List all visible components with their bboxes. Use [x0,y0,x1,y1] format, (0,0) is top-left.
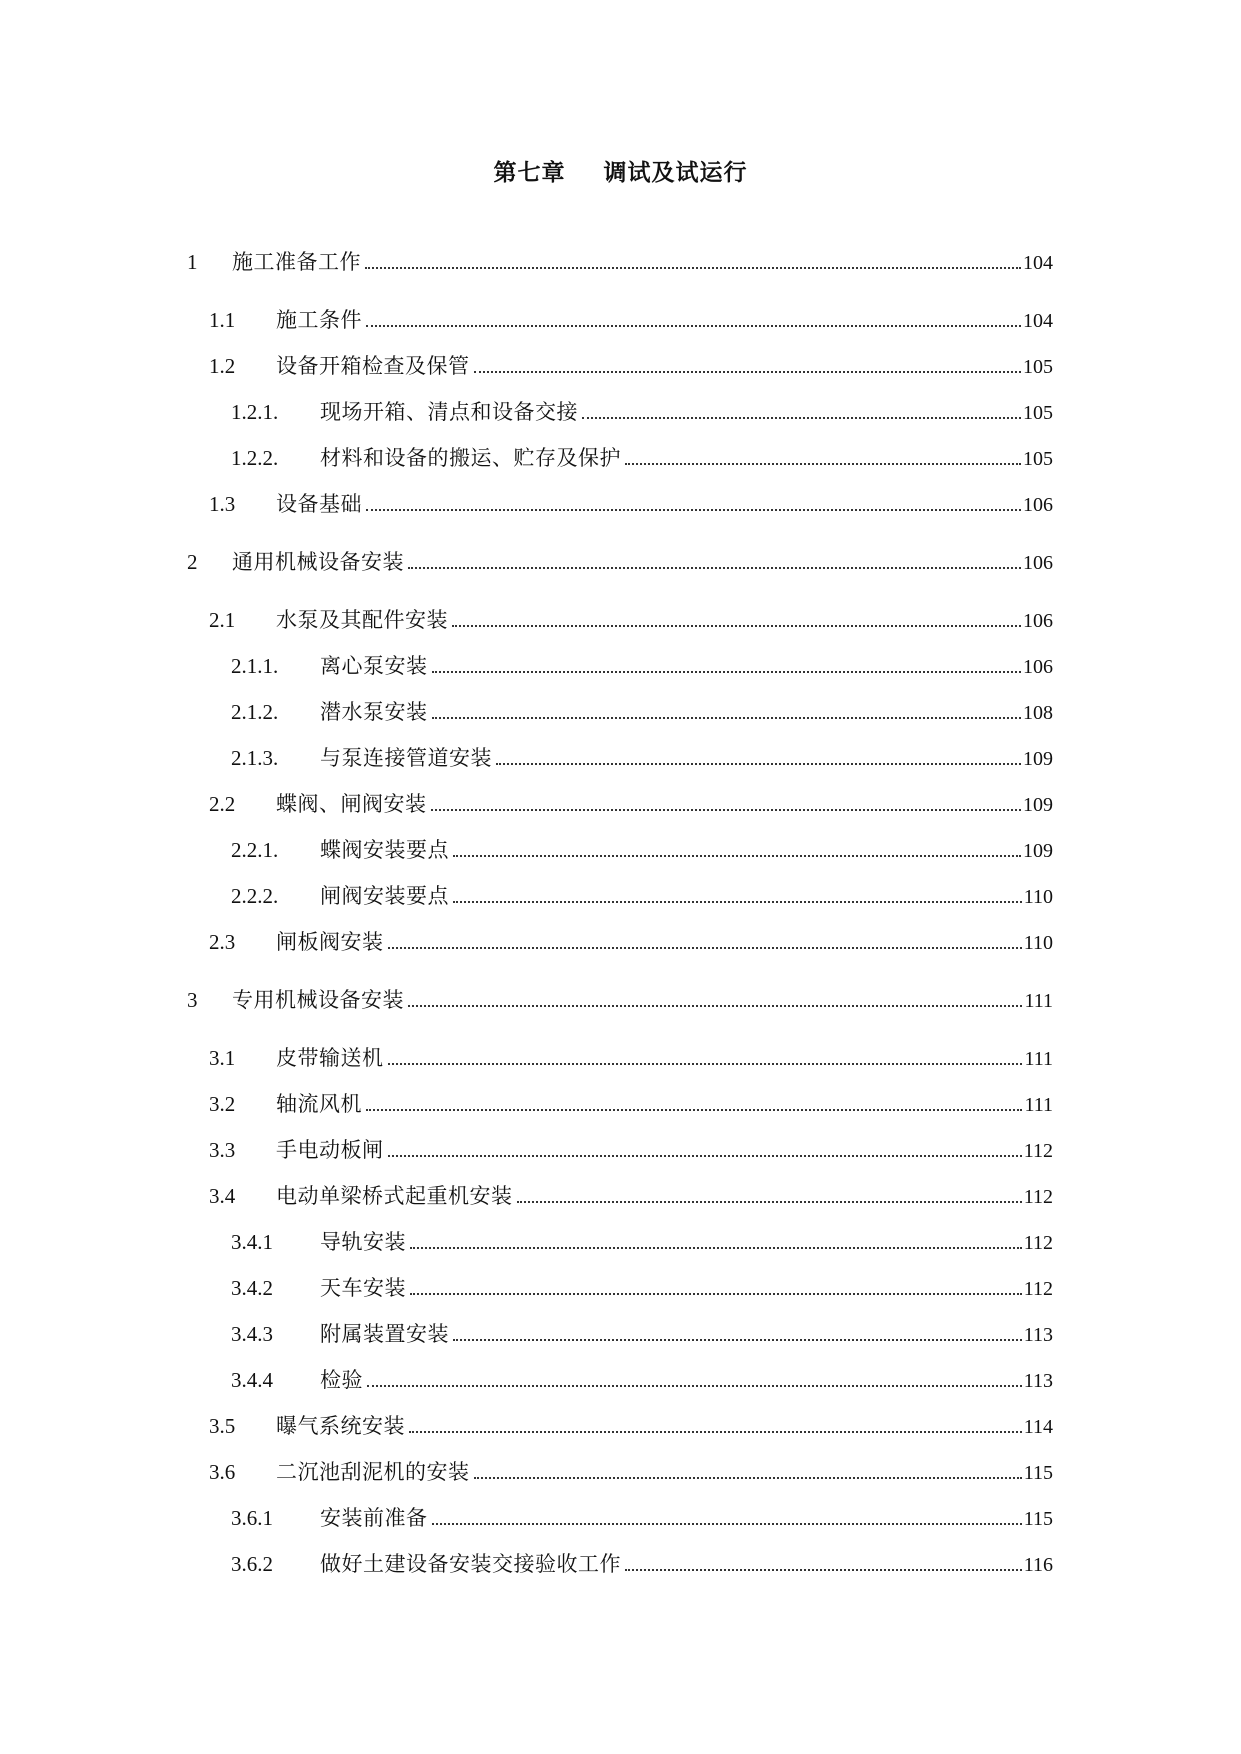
toc-page-number: 111 [1024,1094,1053,1116]
toc-number: 3.4.1 [231,1230,273,1254]
dot-leader [432,1523,1022,1525]
toc-page-number: 105 [1023,356,1053,378]
toc-title: 材料和设备的搬运、贮存及保护 [320,446,621,470]
dot-leader [453,1339,1022,1341]
toc-page-number: 106 [1023,656,1053,678]
dot-leader [453,901,1022,903]
toc-number: 1.2.1. [231,400,279,424]
toc-title: 施工准备工作 [232,250,361,274]
toc-page-number: 112 [1023,1232,1053,1254]
toc-title: 通用机械设备安装 [232,550,404,574]
toc-entry[interactable] [231,443,1053,473]
dot-leader [474,371,1022,373]
toc-number: 1.3 [209,492,236,516]
toc-page-number: 115 [1023,1508,1053,1530]
toc-page-number: 109 [1023,748,1053,770]
toc-entry[interactable] [187,247,1053,277]
toc-number: 3.5 [209,1414,236,1438]
toc-title: 设备开箱检查及保管 [276,354,470,378]
toc-entry[interactable] [231,1549,1053,1579]
toc-page-number: 113 [1023,1324,1053,1346]
toc-page-number: 106 [1023,494,1053,516]
toc-title: 导轨安装 [320,1230,406,1254]
toc-page-number: 112 [1023,1140,1053,1162]
toc-number: 3 [187,988,198,1012]
dot-leader [432,671,1022,673]
toc-title: 附属装置安装 [320,1322,449,1346]
toc-title: 离心泵安装 [320,654,428,678]
dot-leader [366,1109,1022,1111]
toc-entry[interactable] [209,789,1053,819]
toc-page-number: 109 [1023,840,1053,862]
toc-number: 3.2 [209,1092,236,1116]
toc-entry[interactable] [231,881,1053,911]
toc-number: 2.1.1. [231,654,279,678]
toc-number: 2.3 [209,930,236,954]
toc-title: 电动单梁桥式起重机安装 [276,1184,513,1208]
toc-page-number: 115 [1023,1462,1053,1484]
toc-title: 手电动板闸 [276,1138,384,1162]
toc-number: 2.1.2. [231,700,279,724]
toc-title: 潜水泵安装 [320,700,428,724]
toc-page-number: 110 [1023,932,1053,954]
toc-entry[interactable] [231,1227,1053,1257]
toc-page-number: 114 [1023,1416,1053,1438]
dot-leader [474,1477,1022,1479]
dot-leader [410,1247,1022,1249]
toc-number: 2 [187,550,198,574]
toc-entry[interactable] [231,743,1053,773]
toc-title: 曝气系统安装 [276,1414,405,1438]
toc-number: 3.6.2 [231,1552,273,1576]
dot-leader [410,1293,1022,1295]
toc-entry[interactable] [209,351,1053,381]
toc-title: 闸板阀安装 [276,930,384,954]
toc-title: 天车安装 [320,1276,406,1300]
toc-number: 2.1 [209,608,236,632]
toc-page-number: 112 [1023,1278,1053,1300]
toc-title: 检验 [320,1368,363,1392]
toc-entry[interactable] [209,605,1053,635]
dot-leader [453,855,1021,857]
toc-title: 专用机械设备安装 [232,988,404,1012]
dot-leader [366,509,1021,511]
toc-number: 3.4 [209,1184,236,1208]
toc-number: 3.4.4 [231,1368,273,1392]
dot-leader [408,567,1021,569]
toc-entry[interactable] [209,305,1053,335]
toc-title: 做好土建设备安装交接验收工作 [320,1552,621,1576]
toc-title: 闸阀安装要点 [320,884,449,908]
toc-number: 2.2.1. [231,838,279,862]
dot-leader [365,267,1021,269]
toc-entry[interactable] [209,1457,1053,1487]
toc-entry[interactable] [231,835,1053,865]
toc-entry[interactable] [231,1273,1053,1303]
toc-entry[interactable] [209,1089,1053,1119]
dot-leader [408,1005,1022,1007]
toc-title: 现场开箱、清点和设备交接 [320,400,578,424]
chapter-name: 调试及试运行 [603,160,748,186]
dot-leader [388,1063,1023,1065]
toc-entry[interactable] [209,1411,1053,1441]
chapter-title [0,158,1241,188]
toc-number: 3.3 [209,1138,236,1162]
dot-leader [625,1569,1022,1571]
toc-page-number: 106 [1023,552,1053,574]
toc-entry[interactable] [231,651,1053,681]
toc-page-number: 105 [1023,448,1053,470]
toc-page-number: 105 [1023,402,1053,424]
toc-page-number: 104 [1023,252,1053,274]
toc-title: 轴流风机 [276,1092,362,1116]
toc-page-number: 104 [1023,310,1053,332]
dot-leader [432,717,1022,719]
toc-number: 1.1 [209,308,236,332]
toc-entry[interactable] [231,1365,1053,1395]
dot-leader [496,763,1021,765]
toc-entry[interactable] [187,547,1053,577]
toc-entry[interactable] [209,1135,1053,1165]
dot-leader [367,1385,1022,1387]
dot-leader [431,809,1022,811]
toc-title: 蝶阀安装要点 [320,838,449,862]
toc-title: 水泵及其配件安装 [276,608,448,632]
toc-number: 1 [187,250,198,274]
dot-leader [388,1155,1022,1157]
toc-number: 3.4.2 [231,1276,273,1300]
toc-page-number: 106 [1023,610,1053,632]
dot-leader [409,1431,1022,1433]
toc-title: 设备基础 [276,492,362,516]
toc-title: 二沉池刮泥机的安装 [276,1460,470,1484]
toc-entry[interactable] [209,1043,1053,1073]
toc-number: 2.1.3. [231,746,279,770]
toc-title: 与泵连接管道安装 [320,746,492,770]
toc-number: 2.2 [209,792,236,816]
toc-entry[interactable] [231,397,1053,427]
toc-entry[interactable] [209,927,1053,957]
toc-entry[interactable] [209,1181,1053,1211]
toc-number: 2.2.2. [231,884,279,908]
toc-page-number: 116 [1023,1554,1053,1576]
toc-number: 1.2.2. [231,446,279,470]
toc-number: 3.1 [209,1046,236,1070]
toc-page-number: 113 [1023,1370,1053,1392]
toc-page-number: 109 [1023,794,1053,816]
toc-number: 3.4.3 [231,1322,273,1346]
toc-title: 施工条件 [276,308,362,332]
toc-entry[interactable] [231,697,1053,727]
dot-leader [452,625,1021,627]
toc-title: 安装前准备 [320,1506,428,1530]
dot-leader [366,325,1021,327]
toc-page-number: 112 [1023,1186,1053,1208]
toc-title: 皮带输送机 [276,1046,384,1070]
dot-leader [625,463,1021,465]
toc-page-number: 110 [1023,886,1053,908]
toc-page-number: 108 [1023,702,1053,724]
toc-entry[interactable] [187,985,1053,1015]
toc-title: 蝶阀、闸阀安装 [276,792,427,816]
toc-entry[interactable] [231,1319,1053,1349]
chapter-label: 第七章 [493,160,566,186]
toc-entry[interactable] [231,1503,1053,1533]
toc-number: 3.6.1 [231,1506,273,1530]
toc-number: 3.6 [209,1460,236,1484]
toc-number: 1.2 [209,354,236,378]
toc-page-number: 111 [1024,1048,1053,1070]
dot-leader [517,1201,1022,1203]
toc-page-number: 111 [1024,990,1053,1012]
dot-leader [388,947,1022,949]
dot-leader [582,417,1021,419]
toc-entry[interactable] [209,489,1053,519]
